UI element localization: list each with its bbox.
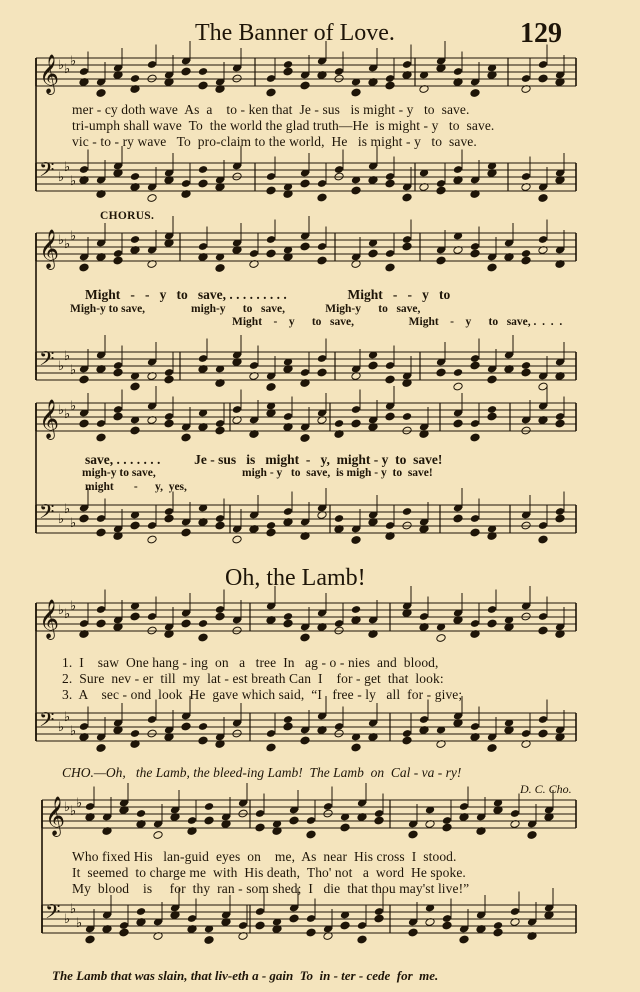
note-head bbox=[289, 816, 299, 825]
treble-clef-icon: 𝄞 bbox=[39, 399, 60, 439]
note-head bbox=[487, 412, 497, 421]
note-head bbox=[300, 434, 310, 443]
note-head bbox=[266, 521, 276, 530]
treble-clef-icon: 𝄞 bbox=[39, 54, 60, 94]
note-head bbox=[289, 914, 299, 923]
note-head bbox=[198, 633, 208, 642]
note-head bbox=[130, 172, 140, 181]
note-head bbox=[266, 249, 276, 258]
note-head bbox=[470, 528, 480, 537]
verse-lyric-line: Who fixed His lan-guid eyes on me, As near His cross I stood. bbox=[72, 849, 457, 864]
note-head bbox=[204, 816, 214, 825]
note-head bbox=[521, 368, 531, 377]
flat-icon: ♭ bbox=[58, 720, 65, 735]
flat-icon: ♭ bbox=[70, 516, 77, 531]
flat-icon: ♭ bbox=[64, 407, 71, 422]
note-head bbox=[215, 426, 225, 435]
note-head bbox=[538, 626, 548, 635]
bass-clef-icon: 𝄢 bbox=[45, 900, 61, 928]
note-head bbox=[538, 729, 548, 738]
bass-clef-icon: 𝄢 bbox=[39, 708, 55, 736]
chorus-lyric-line: Might - - y to save, . . . . . . . . . Might - - y to bbox=[85, 287, 451, 302]
chorus-label: CHORUS. bbox=[100, 210, 155, 222]
note-head bbox=[96, 89, 106, 98]
note-head bbox=[408, 830, 418, 839]
note-head bbox=[538, 74, 548, 83]
note-head bbox=[164, 514, 174, 523]
dc-mark: D. C. Cho. bbox=[520, 782, 572, 796]
note-head bbox=[385, 81, 395, 90]
note-head bbox=[521, 361, 531, 370]
flat-icon: ♭ bbox=[70, 724, 77, 739]
note-head bbox=[79, 419, 89, 428]
note-head bbox=[130, 426, 140, 435]
note-head bbox=[266, 528, 276, 537]
flat-icon: ♭ bbox=[70, 902, 77, 917]
note-head bbox=[181, 67, 191, 76]
note-head bbox=[266, 186, 276, 195]
chorus-lyric-line: migh-y to save, migh - y to save, is migh - y to save! bbox=[82, 467, 433, 479]
note-head bbox=[283, 60, 293, 69]
note-head bbox=[368, 249, 378, 258]
note-head bbox=[232, 535, 242, 544]
treble-clef-icon: 𝄞 bbox=[39, 599, 60, 639]
note-head bbox=[283, 619, 293, 628]
note-head bbox=[130, 382, 140, 391]
note-head bbox=[470, 361, 480, 370]
note-head bbox=[283, 67, 293, 76]
note-head bbox=[317, 368, 327, 377]
flat-icon: ♭ bbox=[64, 710, 71, 725]
note-head bbox=[487, 375, 497, 384]
note-head bbox=[521, 256, 531, 265]
flat-icon: ♭ bbox=[58, 403, 65, 418]
note-head bbox=[300, 242, 310, 251]
chorus-lyric-line: Migh-y to save, migh-y to save, Migh-y to save, bbox=[70, 303, 421, 315]
note-head bbox=[215, 521, 225, 530]
note-head bbox=[130, 74, 140, 83]
note-head bbox=[266, 88, 276, 97]
note-head bbox=[470, 89, 480, 98]
note-head bbox=[521, 249, 531, 258]
note-head bbox=[164, 375, 174, 384]
note-head bbox=[96, 744, 106, 753]
note-head bbox=[204, 936, 214, 945]
note-head bbox=[385, 179, 395, 188]
note-head bbox=[266, 743, 276, 752]
note-head bbox=[368, 361, 378, 370]
bass-clef-icon: 𝄢 bbox=[39, 347, 55, 375]
flat-icon: ♭ bbox=[70, 363, 77, 378]
note-head bbox=[283, 612, 293, 621]
hymn-title-oh-the-lamb: Oh, the Lamb! bbox=[225, 565, 366, 591]
note-head bbox=[198, 179, 208, 188]
note-head bbox=[470, 249, 480, 258]
note-head bbox=[402, 412, 412, 421]
note-head bbox=[487, 619, 497, 628]
note-head bbox=[487, 405, 497, 414]
note-head bbox=[204, 802, 214, 811]
flat-icon: ♭ bbox=[70, 399, 77, 414]
flat-icon: ♭ bbox=[64, 502, 71, 517]
note-head bbox=[385, 412, 395, 421]
note-head bbox=[555, 514, 565, 523]
note-head bbox=[147, 535, 157, 544]
note-head bbox=[538, 535, 548, 544]
note-head bbox=[130, 729, 140, 738]
note-head bbox=[385, 375, 395, 384]
chorus-lyric-line: Might - y to save, Might - y to save, . . . . bbox=[232, 316, 563, 328]
note-head bbox=[402, 193, 412, 202]
flat-icon: ♭ bbox=[70, 174, 77, 189]
hymn-title-banner-of-love: The Banner of Love. bbox=[195, 20, 395, 46]
note-head bbox=[538, 194, 548, 203]
flat-icon: ♭ bbox=[64, 160, 71, 175]
note-head bbox=[96, 619, 106, 628]
flat-icon: ♭ bbox=[64, 237, 71, 252]
flat-icon: ♭ bbox=[70, 804, 77, 819]
note-head bbox=[96, 433, 106, 442]
note-head bbox=[351, 536, 361, 545]
flat-icon: ♭ bbox=[76, 916, 83, 931]
note-head bbox=[374, 816, 384, 825]
note-head bbox=[317, 193, 327, 202]
note-head bbox=[351, 743, 361, 752]
note-head bbox=[255, 823, 265, 832]
note-head bbox=[317, 256, 327, 265]
bass-clef-icon: 𝄢 bbox=[39, 158, 55, 186]
note-head bbox=[130, 612, 140, 621]
note-head bbox=[436, 186, 446, 195]
flat-icon: ♭ bbox=[64, 62, 71, 77]
note-head bbox=[453, 514, 463, 523]
flat-icon: ♭ bbox=[70, 54, 77, 69]
chorus-line: CHO.—Oh, the Lamb, the bleed-ing Lamb! The Lamb on Cal - va - ry! bbox=[62, 765, 462, 780]
note-head bbox=[408, 928, 418, 937]
flat-icon: ♭ bbox=[70, 229, 77, 244]
note-head bbox=[96, 528, 106, 537]
flat-icon: ♭ bbox=[64, 912, 71, 927]
note-head bbox=[136, 907, 146, 916]
note-head bbox=[181, 528, 191, 537]
note-head bbox=[113, 412, 123, 421]
note-head bbox=[198, 165, 208, 174]
verse-lyric-line: It seemed to charge me with His death, Tho' not a word He spoke. bbox=[72, 865, 466, 880]
closing-line: The Lamb that was slain, that liv-eth a - gain To in - ter - cede for me. bbox=[52, 968, 439, 983]
flat-icon: ♭ bbox=[64, 607, 71, 622]
note-head bbox=[283, 715, 293, 724]
note-head bbox=[402, 507, 412, 516]
note-head bbox=[79, 514, 89, 523]
note-head bbox=[306, 830, 316, 839]
note-head bbox=[181, 722, 191, 731]
note-head bbox=[351, 88, 361, 97]
note-head bbox=[487, 263, 497, 272]
note-head bbox=[442, 921, 452, 930]
note-head bbox=[334, 514, 344, 523]
flat-icon: ♭ bbox=[58, 58, 65, 73]
note-head bbox=[527, 831, 537, 840]
note-head bbox=[198, 67, 208, 76]
chorus-lyric-line: save, . . . . . . . Je - sus is might - y, might - y to save! bbox=[85, 452, 443, 467]
note-head bbox=[351, 186, 361, 195]
note-head bbox=[164, 419, 174, 428]
note-head bbox=[436, 634, 446, 643]
note-head bbox=[453, 419, 463, 428]
note-head bbox=[198, 722, 208, 731]
flat-icon: ♭ bbox=[58, 359, 65, 374]
note-head bbox=[300, 736, 310, 745]
verse-lyric-line: mer - cy doth wave As a to - ken that Je - sus is might - y to save. bbox=[72, 102, 470, 117]
note-head bbox=[374, 914, 384, 923]
note-head bbox=[340, 823, 350, 832]
bass-clef-icon: 𝄢 bbox=[39, 500, 55, 528]
verse-lyric-line: My blood is for thy ran - som shed; I die that thou may'st live!” bbox=[72, 881, 470, 896]
note-head bbox=[436, 368, 446, 377]
note-head bbox=[436, 256, 446, 265]
flat-icon: ♭ bbox=[58, 512, 65, 527]
note-head bbox=[300, 179, 310, 188]
note-head bbox=[198, 736, 208, 745]
note-head bbox=[130, 521, 140, 530]
note-head bbox=[198, 81, 208, 90]
note-head bbox=[153, 831, 163, 840]
note-head bbox=[79, 375, 89, 384]
note-head bbox=[493, 921, 503, 930]
note-head bbox=[85, 935, 95, 944]
note-head bbox=[351, 605, 361, 614]
flat-icon: ♭ bbox=[70, 599, 77, 614]
page-number: 129 bbox=[520, 18, 562, 49]
flat-icon: ♭ bbox=[58, 233, 65, 248]
note-head bbox=[453, 368, 463, 377]
note-head bbox=[113, 368, 123, 377]
note-head bbox=[147, 194, 157, 203]
note-head bbox=[357, 935, 367, 944]
note-head bbox=[402, 736, 412, 745]
verse-lyric-line: 3. A sec - ond look He gave which said, “I free - ly all for - give; bbox=[62, 687, 463, 702]
verse-lyric-line: tri-umph shall wave To the world the glad truth—He is might - y to save. bbox=[72, 118, 495, 133]
treble-clef-icon: 𝄞 bbox=[39, 229, 60, 269]
note-head bbox=[79, 263, 89, 272]
note-head bbox=[113, 256, 123, 265]
note-head bbox=[351, 419, 361, 428]
note-head bbox=[453, 382, 463, 391]
note-head bbox=[255, 921, 265, 930]
chorus-lyric-line: might - y, yes, bbox=[85, 481, 187, 493]
note-head bbox=[181, 433, 191, 442]
note-head bbox=[198, 619, 208, 628]
flat-icon: ♭ bbox=[58, 170, 65, 185]
note-head bbox=[334, 419, 344, 428]
note-head bbox=[340, 921, 350, 930]
treble-clef-icon: 𝄞 bbox=[45, 796, 66, 836]
verse-lyric-line: 2. Sure nev - er till my lat - est breath Can I for - get that look: bbox=[62, 671, 444, 686]
note-head bbox=[300, 633, 310, 642]
note-head bbox=[385, 263, 395, 272]
note-head bbox=[442, 823, 452, 832]
note-head bbox=[459, 935, 469, 944]
note-head bbox=[402, 242, 412, 251]
note-head bbox=[306, 928, 316, 937]
note-head bbox=[555, 419, 565, 428]
note-head bbox=[215, 612, 225, 621]
note-head bbox=[136, 809, 146, 818]
note-head bbox=[181, 619, 191, 628]
note-head bbox=[266, 383, 276, 392]
note-head bbox=[300, 81, 310, 90]
note-head bbox=[215, 264, 225, 273]
verse-lyric-line: 1. I saw One hang - ing on a tree In ag - o - nies and blood, bbox=[62, 655, 439, 670]
flat-icon: ♭ bbox=[64, 349, 71, 364]
flat-icon: ♭ bbox=[76, 796, 83, 811]
note-head bbox=[470, 433, 480, 442]
flat-icon: ♭ bbox=[58, 603, 65, 618]
note-head bbox=[493, 928, 503, 937]
note-head bbox=[487, 744, 497, 753]
note-head bbox=[119, 928, 129, 937]
note-head bbox=[283, 722, 293, 731]
note-head bbox=[130, 235, 140, 244]
verse-lyric-line: vic - to - ry wave To pro-claim to the world, He is might - y to save. bbox=[72, 134, 477, 149]
flat-icon: ♭ bbox=[64, 800, 71, 815]
